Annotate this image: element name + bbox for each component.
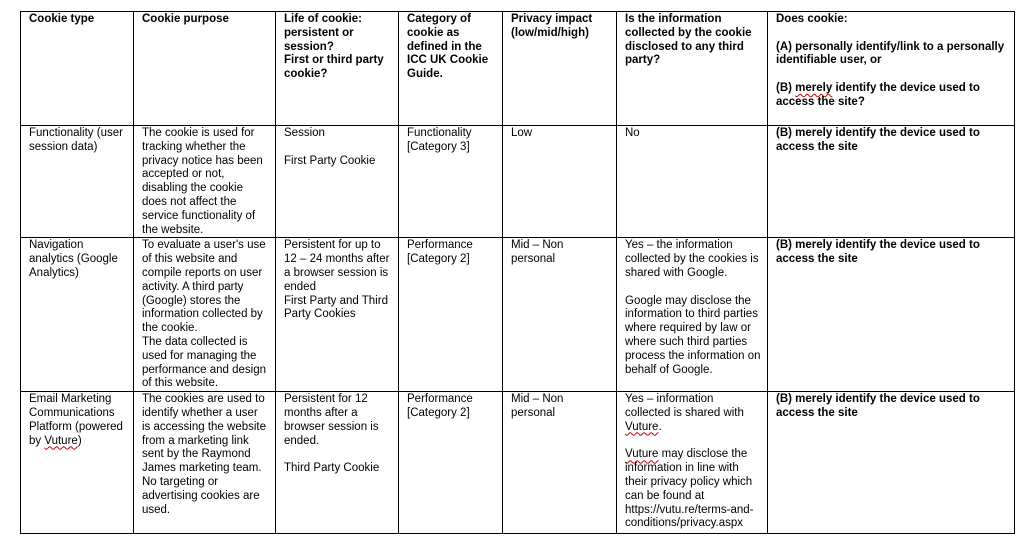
cell-identifies: (B) merely identify the device used to access the site	[768, 238, 1015, 392]
cell-life: Session First Party Cookie	[276, 126, 399, 238]
cell-privacy-impact: Low	[503, 126, 617, 238]
cell-cookie-type: Navigation analytics (Google Analytics)	[21, 238, 134, 392]
cell-category: Performance [Category 2]	[399, 392, 503, 534]
header-category: Category of cookie as defined in the ICC UK Cookie Guide.	[399, 12, 503, 126]
cell-cookie-type: Functionality (user session data)	[21, 126, 134, 238]
cell-identifies: (B) merely identify the device used to access the site	[768, 392, 1015, 534]
cell-privacy-impact: Mid – Non personal	[503, 238, 617, 392]
header-third-party-disclosure: Is the information collected by the cookie disclosed to any third party?	[617, 12, 768, 126]
cell-disclosed: Yes – the information collected by the cookies is shared with Google. Google may disclose the information to third parties where required by law or where such third parties process the information on behalf of Google.	[617, 238, 768, 392]
header-does-cookie: Does cookie: (A) personally identify/link to a personally identifiable user, or (B) merely identify the device used to access the site?	[768, 12, 1015, 126]
cell-disclosed: No	[617, 126, 768, 238]
cookie-table	[20, 11, 1015, 534]
cell-purpose: The cookies are used to identify whether a user is accessing the website from a marketing link sent by the Raymond James marketing team. No targeting or advertising cookies are used.	[134, 392, 276, 534]
table-row	[21, 238, 1015, 392]
table-row	[21, 126, 1015, 238]
header-privacy-impact: Privacy impact (low/mid/high)	[503, 12, 617, 126]
cell-category: Performance [Category 2]	[399, 238, 503, 392]
cell-disclosed: Yes – information collected is shared with Vuture. Vuture may disclose the information in line with their privacy policy which can be found at https://vutu.re/terms-and-conditions/privacy.aspx	[617, 392, 768, 534]
header-row	[21, 12, 1015, 126]
header-cookie-purpose: Cookie purpose	[134, 12, 276, 126]
cell-identifies: (B) merely identify the device used to access the site	[768, 126, 1015, 238]
cell-life: Persistent for 12 months after a browser session is ended. Third Party Cookie	[276, 392, 399, 534]
cell-purpose: The cookie is used for tracking whether the privacy notice has been accepted or not, disabling the cookie does not affect the service functionality of the website.	[134, 126, 276, 238]
header-cookie-type: Cookie type	[21, 12, 134, 126]
cell-purpose: To evaluate a user's use of this website and compile reports on user activity. A third party (Google) stores the information collected by the cookie. The data collected is used for managing the performance and design of this website.	[134, 238, 276, 392]
table-row	[21, 392, 1015, 534]
cell-category: Functionality [Category 3]	[399, 126, 503, 238]
cell-cookie-type: Email Marketing Communications Platform (powered by Vuture)	[21, 392, 134, 534]
cell-life: Persistent for up to 12 – 24 months after a browser session is ended First Party and Third Party Cookies	[276, 238, 399, 392]
cell-privacy-impact: Mid – Non personal	[503, 392, 617, 534]
header-life-of-cookie: Life of cookie: persistent or session? First or third party cookie?	[276, 12, 399, 126]
